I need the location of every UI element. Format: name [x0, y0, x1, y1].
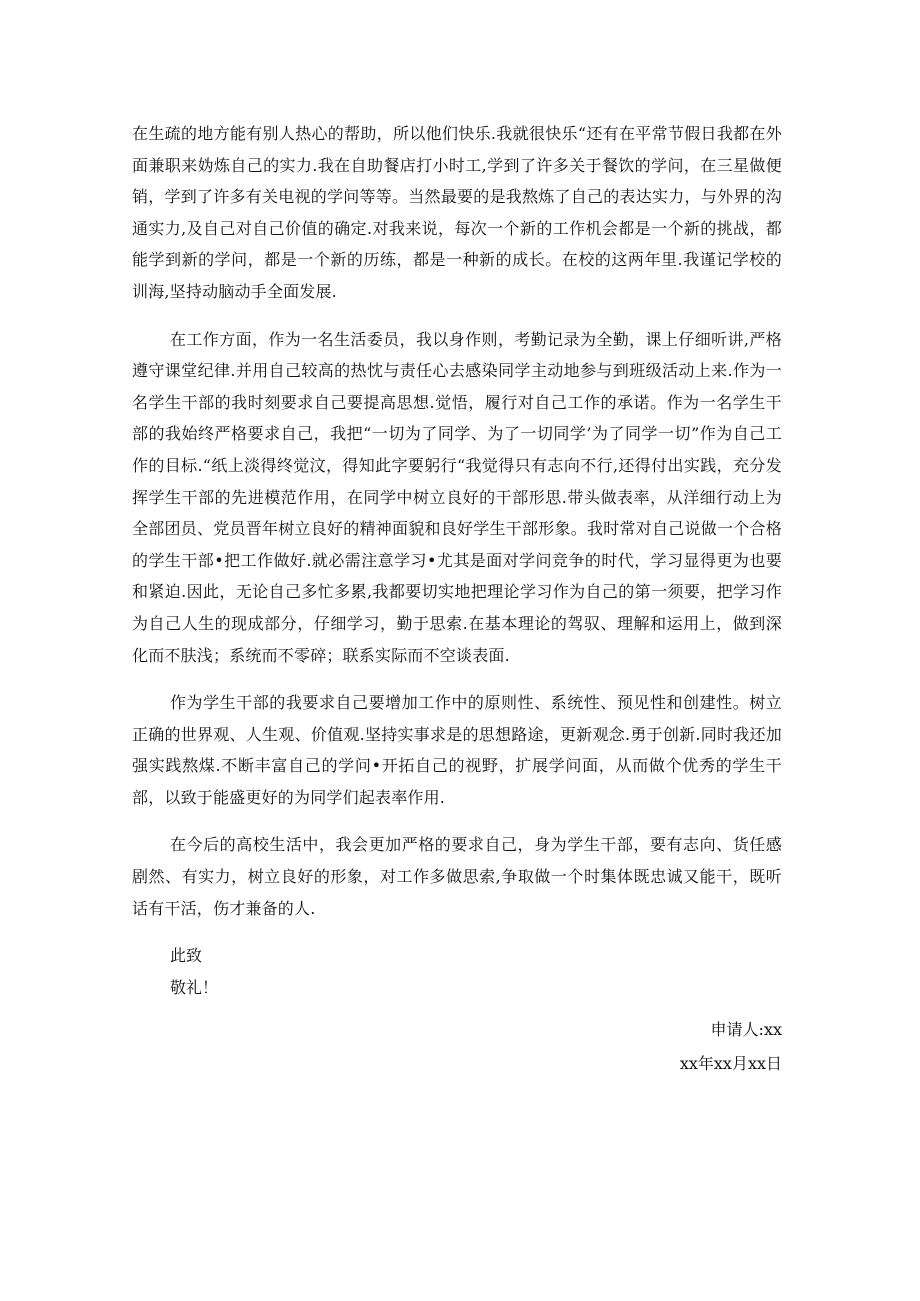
paragraph-3: 作为学生干部的我要求自己要增加工作中的原则性、系统性、预见性和创建性。树立正确的世界观、人生观、价值观.坚持实事求是的思想路途，更新观念.勇于创新.同时我还加强实践熬煤.不断丰富自己的学问•开拓自己的视野，扩展学问面，从而做个优秀的学生干部，以致于能盛更好的为同学们起表率作用. — [132, 693, 782, 807]
closing-regards: 敬礼！ — [170, 977, 219, 997]
signature-date: xx年xx月xx日 — [679, 1054, 782, 1074]
letter-page — [132, 118, 782, 1081]
paragraph-4: 在今后的高校生活中，我会更加严格的要求自己，身为学生干部，要有志向、货任感剧然、有实力，树立良好的形象，对工作多做思索,争取做一个时集体既忠诚又能干，既听话有干活，伤才兼备的人. — [132, 835, 782, 918]
closing-salutation: 此致 — [170, 946, 203, 966]
applicant-signature: 申请人:xx — [710, 1020, 782, 1040]
paragraph-2: 在工作方面，作为一名生活委员，我以身作则，考勤记录为全勤，课上仔细听讲,严格遵守课堂纪律.并用自己较高的热忱与责任心去感染同学主动地参与到班级活动上来.作为一名学生干部的我时刻要求自己要提高思想.觉悟，履行对自己工作的承诺。作为一名学生干部的我始终严格要求自己，我把“一切为了同学、为了一切同学’为了同学一切”作为自己工作的目标.“纸上淡得终觉汶，得知此字要躬行“我觉得只有志向不行,还得付出实践，充分发挥学生干部的先进模范作用，在同学中树立良好的干部形思.带头做表率，从洋细行动上为全部团员、党员晋年树立良好的精神面貌和良好学生干部形象。我时常对自己说做一个合格的学生干部•把工作做好.就必需注意学习•尤其是面对学问竞争的时代，学习显得更为也要和紧迫.因此，无论自己多忙多累,我都要切实地把理论学习作为自己的第一须要，把学习作为自己人生的现成部分，仔细学习，勤于思索.在基本理论的驾驭、理解和运用上，做到深化而不肤浅；系统而不零碎；联系实际而不空谈表面. — [132, 329, 782, 665]
paragraph-1: 在生疏的地方能有别人热心的帮助，所以他们快乐.我就很快乐“还有在平常节假日我都在外面兼职来妫炼自己的实力.我在自助餐店打小时工,学到了许多关于餐饮的学问，在三星做便销，学到了许多有关电视的学问等等。当然最要的是我熬炼了自己的表达实力，与外界的沟通实力,及自己对自己价值的确定.对我来说，每次一个新的工作机会都是一个新的挑战，都能学到新的学问，都是一个新的历练，都是一种新的成长。在校的这两年里.我谨记学校的训海,坚持动脑动手全面发展. — [132, 124, 782, 301]
